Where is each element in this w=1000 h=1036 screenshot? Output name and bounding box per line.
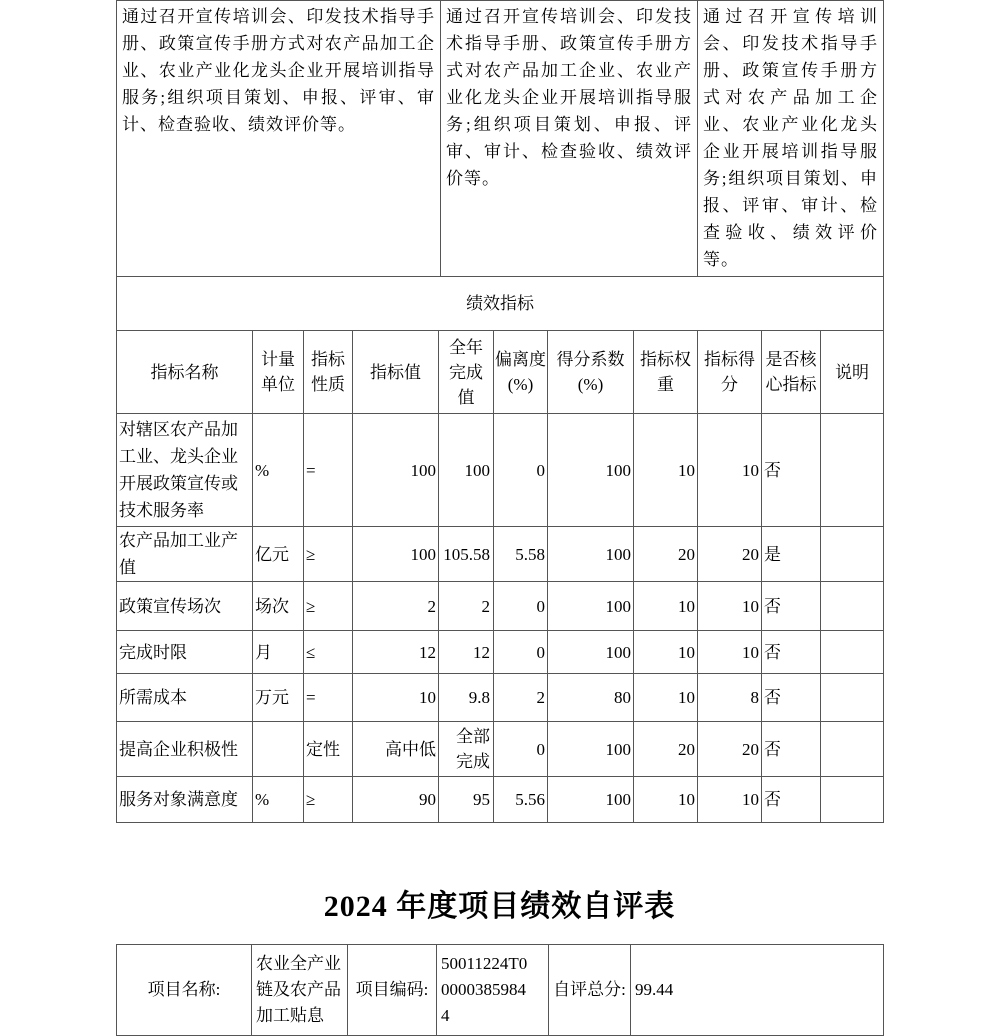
project-summary-table bbox=[116, 944, 884, 1036]
cell-unit: % bbox=[253, 777, 304, 823]
cell-annual-completion: 2 bbox=[439, 582, 494, 631]
cell-deviation: 0 bbox=[494, 414, 548, 527]
cell-deviation: 0 bbox=[494, 722, 548, 777]
cell-core-indicator: 否 bbox=[762, 777, 821, 823]
cell-annual-completion: 95 bbox=[439, 777, 494, 823]
cell-annual-completion: 105.58 bbox=[439, 527, 494, 582]
cell-indicator-value: 高中低 bbox=[353, 722, 439, 777]
cell-score: 10 bbox=[698, 582, 762, 631]
cell-remark bbox=[821, 414, 884, 527]
performance-indicators-table bbox=[116, 276, 884, 823]
cell-indicator-name: 提高企业积极性 bbox=[117, 722, 253, 777]
table-row bbox=[117, 527, 884, 582]
cell-nature: = bbox=[304, 414, 353, 527]
project-name-value: 农业全产业链及农产品加工贴息 bbox=[252, 945, 348, 1036]
table-row bbox=[117, 674, 884, 722]
cell-score: 10 bbox=[698, 777, 762, 823]
cell-core-indicator: 否 bbox=[762, 582, 821, 631]
cell-remark bbox=[821, 631, 884, 674]
cell-indicator-name: 农产品加工业产值 bbox=[117, 527, 253, 582]
activity-description-cell-3: 通过召开宣传培训会、印发技术指导手册、政策宣传手册方式对农产品加工企业、农业产业化龙头企业开展培训指导服务;组织项目策划、申报、评审、审计、检查验收、绩效评价等。 bbox=[698, 1, 884, 277]
column-header-row bbox=[117, 331, 884, 414]
cell-core-indicator: 否 bbox=[762, 414, 821, 527]
project-code-value: 50011224T000003859844 bbox=[437, 945, 549, 1036]
cell-score: 10 bbox=[698, 631, 762, 674]
cell-unit: 月 bbox=[253, 631, 304, 674]
cell-indicator-name: 所需成本 bbox=[117, 674, 253, 722]
column-header-indicator-score: 指标得分 bbox=[698, 331, 762, 414]
cell-annual-completion: 9.8 bbox=[439, 674, 494, 722]
cell-remark bbox=[821, 722, 884, 777]
section-title-performance-indicators: 绩效指标 bbox=[117, 277, 884, 331]
cell-remark bbox=[821, 674, 884, 722]
page-title: 2024 年度项目绩效自评表 bbox=[323, 890, 676, 923]
document-page bbox=[116, 0, 883, 1036]
section-header-row bbox=[117, 277, 884, 331]
cell-score: 20 bbox=[698, 527, 762, 582]
column-header-deviation: 偏离度(%) bbox=[494, 331, 548, 414]
cell-weight: 10 bbox=[634, 414, 698, 527]
cell-score-coefficient: 100 bbox=[548, 582, 634, 631]
cell-indicator-name: 服务对象满意度 bbox=[117, 777, 253, 823]
cell-weight: 10 bbox=[634, 777, 698, 823]
cell-weight: 20 bbox=[634, 527, 698, 582]
activity-description-cell-1: 通过召开宣传培训会、印发技术指导手册、政策宣传手册方式对农产品加工企业、农业产业化龙头企业开展培训指导服务;组织项目策划、申报、评审、审计、检查验收、绩效评价等。 bbox=[117, 1, 441, 277]
column-header-indicator-name: 指标名称 bbox=[117, 331, 253, 414]
cell-deviation: 5.58 bbox=[494, 527, 548, 582]
cell-core-indicator: 否 bbox=[762, 722, 821, 777]
cell-score-coefficient: 80 bbox=[548, 674, 634, 722]
cell-annual-completion: 全部完成 bbox=[439, 722, 494, 777]
cell-weight: 10 bbox=[634, 582, 698, 631]
cell-score: 10 bbox=[698, 414, 762, 527]
cell-indicator-name: 对辖区农产品加工业、龙头企业开展政策宣传或技术服务率 bbox=[117, 414, 253, 527]
cell-unit: 万元 bbox=[253, 674, 304, 722]
cell-remark bbox=[821, 582, 884, 631]
cell-score-coefficient: 100 bbox=[548, 777, 634, 823]
table-row bbox=[117, 722, 884, 777]
table-row bbox=[117, 582, 884, 631]
table-row bbox=[117, 1, 884, 277]
cell-weight: 10 bbox=[634, 674, 698, 722]
cell-score: 20 bbox=[698, 722, 762, 777]
activity-description-table bbox=[116, 0, 884, 277]
cell-indicator-value: 100 bbox=[353, 527, 439, 582]
cell-core-indicator: 是 bbox=[762, 527, 821, 582]
cell-deviation: 5.56 bbox=[494, 777, 548, 823]
column-header-indicator-nature: 指标性质 bbox=[304, 331, 353, 414]
cell-score-coefficient: 100 bbox=[548, 722, 634, 777]
cell-indicator-value: 12 bbox=[353, 631, 439, 674]
cell-nature: ≥ bbox=[304, 582, 353, 631]
cell-weight: 10 bbox=[634, 631, 698, 674]
self-evaluation-score-label: 自评总分: bbox=[549, 945, 631, 1036]
cell-annual-completion: 100 bbox=[439, 414, 494, 527]
column-header-annual-completion: 全年完成值 bbox=[439, 331, 494, 414]
column-header-score-coefficient: 得分系数(%) bbox=[548, 331, 634, 414]
cell-unit bbox=[253, 722, 304, 777]
cell-score-coefficient: 100 bbox=[548, 631, 634, 674]
cell-nature: 定性 bbox=[304, 722, 353, 777]
table-row bbox=[117, 631, 884, 674]
cell-indicator-name: 完成时限 bbox=[117, 631, 253, 674]
table-row bbox=[117, 414, 884, 527]
cell-deviation: 0 bbox=[494, 631, 548, 674]
cell-remark bbox=[821, 777, 884, 823]
table-row bbox=[117, 777, 884, 823]
cell-deviation: 0 bbox=[494, 582, 548, 631]
column-header-indicator-weight: 指标权重 bbox=[634, 331, 698, 414]
cell-deviation: 2 bbox=[494, 674, 548, 722]
cell-nature: ≥ bbox=[304, 527, 353, 582]
cell-core-indicator: 否 bbox=[762, 631, 821, 674]
column-header-unit: 计量单位 bbox=[253, 331, 304, 414]
cell-core-indicator: 否 bbox=[762, 674, 821, 722]
cell-remark bbox=[821, 527, 884, 582]
cell-indicator-value: 100 bbox=[353, 414, 439, 527]
table-row bbox=[117, 945, 884, 1036]
cell-score: 8 bbox=[698, 674, 762, 722]
activity-description-cell-2: 通过召开宣传培训会、印发技术指导手册、政策宣传手册方式对农产品加工企业、农业产业化龙头企业开展培训指导服务;组织项目策划、申报、评审、审计、检查验收、绩效评价等。 bbox=[441, 1, 698, 277]
cell-indicator-value: 90 bbox=[353, 777, 439, 823]
cell-score-coefficient: 100 bbox=[548, 527, 634, 582]
cell-indicator-value: 2 bbox=[353, 582, 439, 631]
cell-indicator-value: 10 bbox=[353, 674, 439, 722]
cell-unit: 亿元 bbox=[253, 527, 304, 582]
project-name-label: 项目名称: bbox=[117, 945, 252, 1036]
cell-nature: = bbox=[304, 674, 353, 722]
self-evaluation-score-value: 99.44 bbox=[631, 945, 884, 1036]
column-header-remark: 说明 bbox=[821, 331, 884, 414]
cell-annual-completion: 12 bbox=[439, 631, 494, 674]
cell-nature: ≥ bbox=[304, 777, 353, 823]
cell-nature: ≤ bbox=[304, 631, 353, 674]
cell-score-coefficient: 100 bbox=[548, 414, 634, 527]
cell-unit: 场次 bbox=[253, 582, 304, 631]
column-header-core-indicator: 是否核心指标 bbox=[762, 331, 821, 414]
cell-indicator-name: 政策宣传场次 bbox=[117, 582, 253, 631]
column-header-indicator-value: 指标值 bbox=[353, 331, 439, 414]
cell-unit: % bbox=[253, 414, 304, 527]
cell-weight: 20 bbox=[634, 722, 698, 777]
project-code-label: 项目编码: bbox=[348, 945, 437, 1036]
